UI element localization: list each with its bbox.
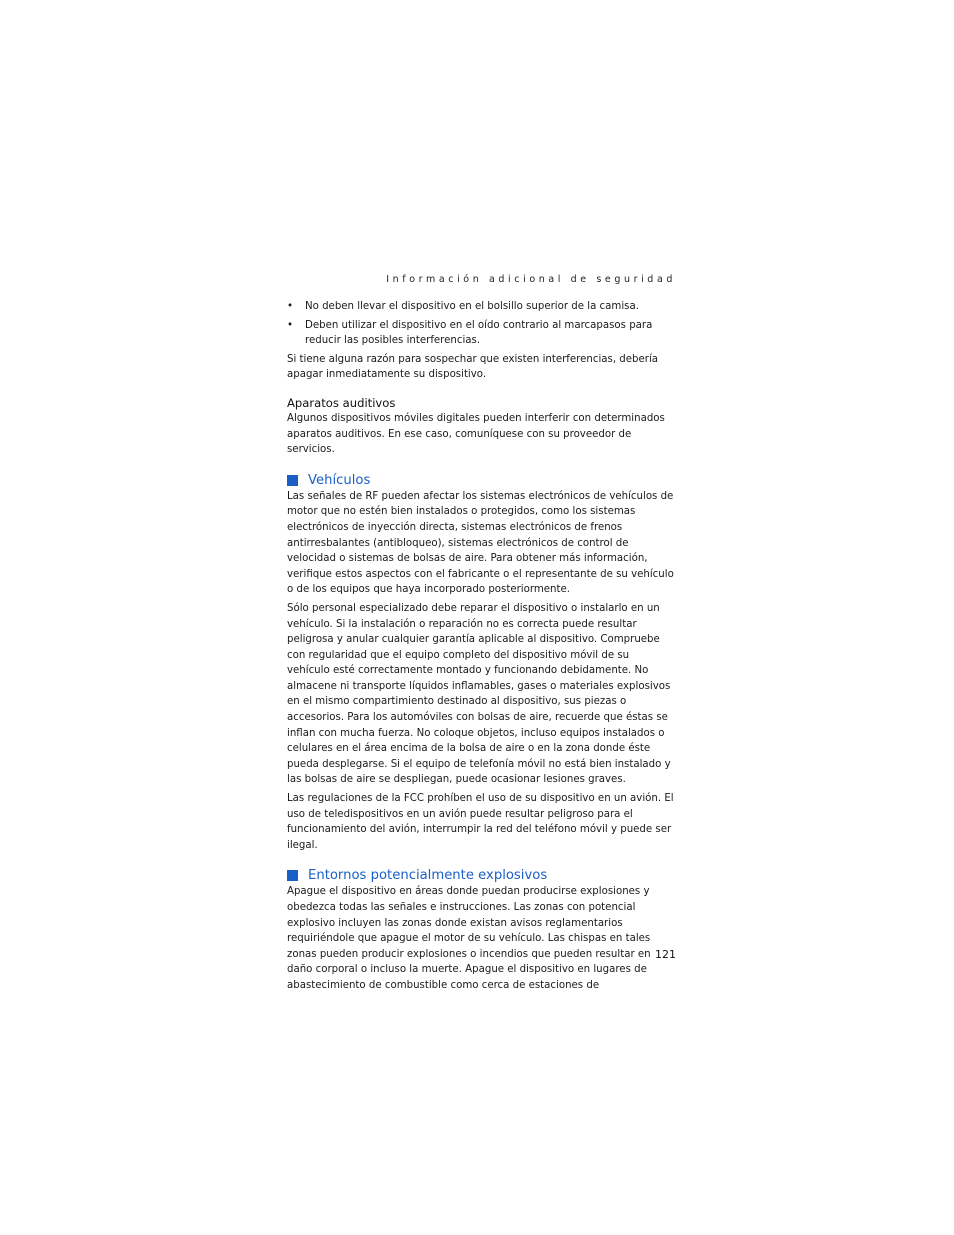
section-title: Vehículos xyxy=(308,472,371,488)
paragraph-explosive-1: Apague el dispositivo en áreas donde puedan producirse explosiones y obedezca todas las señales e instrucciones. Las zonas con potencial explosivo incluyen las zonas donde existan avisos reglamentarios requiriéndole que apague el motor de su vehículo. Las chispas en tales zonas pueden producir explosiones o incendios que pueden resultar en daño corporal o incluso la muerte. Apague el dispositivo en lugares de abastecimiento de combustible como cerca de estaciones de xyxy=(287,886,651,991)
paragraph-hearing-aids: Algunos dispositivos móviles digitales pueden interferir con determinados aparatos auditivos. En ese caso, comuníquese con su proveedor de servicios. xyxy=(287,412,665,456)
bullet-text: No deben llevar el dispositivo en el bolsillo superior de la camisa. xyxy=(305,301,639,312)
square-icon xyxy=(287,870,298,881)
bullet-text: Deben utilizar el dispositivo en el oído contrario al marcapasos para reducir las posibles interferencias. xyxy=(305,319,653,347)
page-content xyxy=(287,299,675,997)
bullet-icon: • xyxy=(287,301,294,312)
section-title: Entornos potencialmente explosivos xyxy=(308,868,548,884)
bullet-list xyxy=(287,299,675,349)
running-header: Información adicional de seguridad xyxy=(386,274,676,285)
section-heading-explosive xyxy=(287,867,675,884)
page-number: 121 xyxy=(655,948,676,961)
list-item xyxy=(287,299,675,315)
paragraph-vehicles-3: Las regulaciones de la FCC prohíben el uso de su dispositivo en un avión. El uso de teledispositivos en un avión puede resultar peligroso para el funcionamiento del avión, interrumpir la red del teléfono móvil y puede ser ilegal. xyxy=(287,793,674,851)
paragraph-vehicles-2: Sólo personal especializado debe reparar el dispositivo o instalarlo en un vehículo. Si la instalación o reparación no es correcta puede resultar peligrosa y anular cualquier garantía aplicable al dispositivo. Compruebe con regularidad que el equipo completo del dispositivo móvil de su vehículo esté correctamente montado y funcionando debidamente. No almacene ni transporte líquidos inflamables, gases o materiales explosivos en el mismo compartimiento destinado al dispositivo, sus piezas o accesorios. Para los automóviles con bolsas de aire, recuerde que éstas se inflan con mucha fuerza. No coloque objetos, incluso equipos instalados o celulares en el área encima de la bolsa de aire o en la zona donde éste pueda desplegarse. Si el equipo de telefonía móvil no está bien instalado y las bolsas de aire se despliegan, puede ocasionar lesiones graves. xyxy=(287,602,671,786)
bullet-icon: • xyxy=(287,319,294,331)
section-heading-vehicles xyxy=(287,472,675,489)
subheading-hearing-aids: Aparatos auditivos xyxy=(287,395,396,410)
list-item xyxy=(287,318,675,349)
paragraph-interference: Si tiene alguna razón para sospechar que existen interferencias, debería apagar inmediatamente su dispositivo. xyxy=(287,353,659,381)
square-icon xyxy=(287,475,298,486)
paragraph-vehicles-1: Las señales de RF pueden afectar los sistemas electrónicos de vehículos de motor que no estén bien instalados o protegidos, como los sistemas electrónicos de inyección directa, sistemas electrónicos de frenos antirresbalantes (antibloqueo), sistemas electrónicos de control de velocidad o sistemas de bolsas de aire. Para obtener más información, verifique estos aspectos con el fabricante o el representante de su vehículo o de los equipos que haya incorporado posteriormente. xyxy=(287,490,674,596)
document-page xyxy=(287,0,679,1235)
